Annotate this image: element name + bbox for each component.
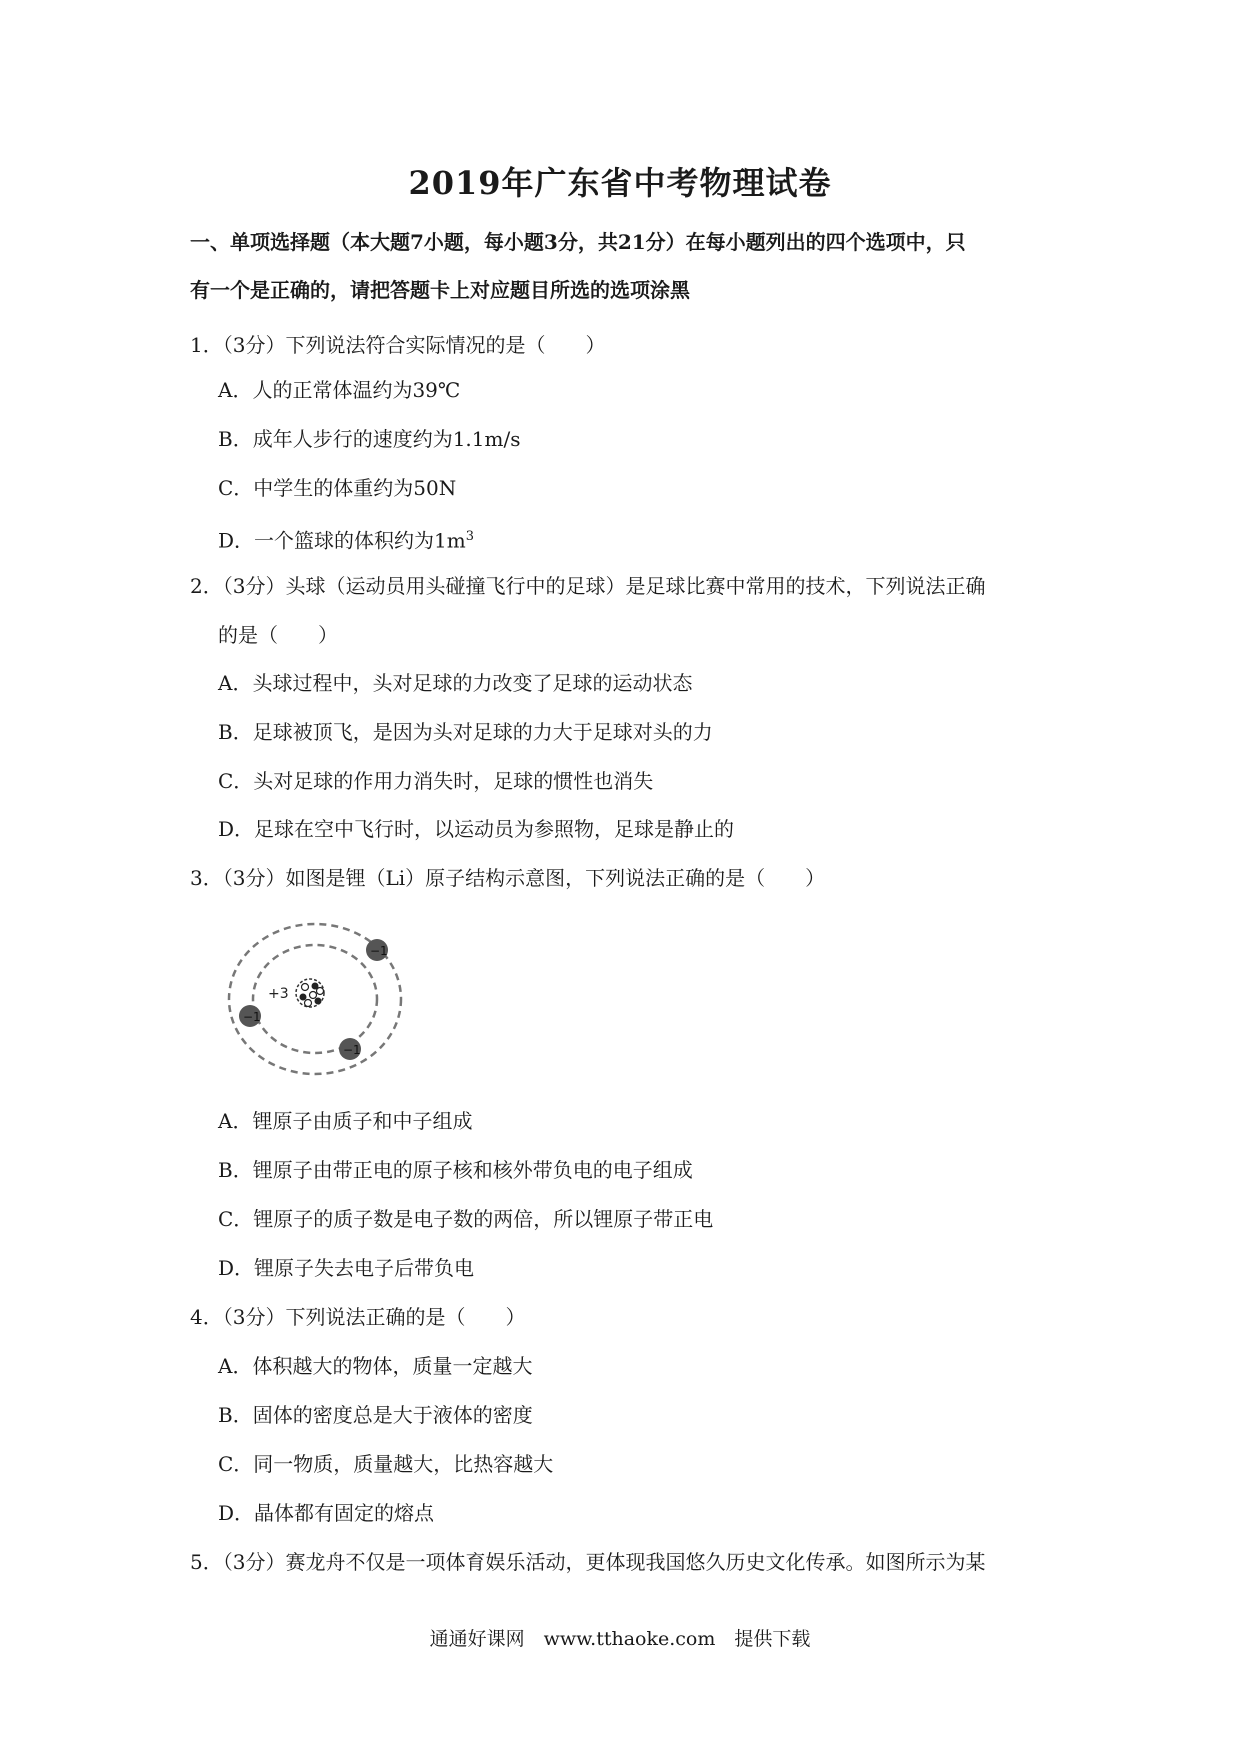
question-3-option-b: B．锂原子由带正电的原子核和核外带负电的电子组成	[218, 1158, 693, 1182]
question-2-option-c: C．头对足球的作用力消失时，足球的惯性也消失	[218, 769, 654, 793]
question-4-option-a: A．体积越大的物体，质量一定越大	[218, 1354, 533, 1378]
section-heading-line-1: 一、单项选择题（本大题7小题，每小题3分，共21分）在每小题列出的四个选项中，只	[190, 230, 966, 254]
question-3-option-c: C．锂原子的质子数是电子数的两倍，所以锂原子带正电	[218, 1207, 714, 1231]
lithium-atom-svg	[220, 915, 420, 1095]
question-2-option-d: D．足球在空中飞行时，以运动员为参照物，足球是静止的	[218, 817, 735, 841]
question-2-stem-line-1: 2．（3分）头球（运动员用头碰撞飞行中的足球）是足球比赛中常用的技术，下列说法正确	[190, 574, 986, 598]
question-1-option-b: B．成年人步行的速度约为1.1m/s	[218, 427, 521, 451]
question-5-stem: 5．（3分）赛龙舟不仅是一项体育娱乐活动，更体现我国悠久历史文化传承。如图所示为某	[190, 1550, 986, 1574]
electron-bottom-label: −1	[343, 1043, 361, 1057]
question-1-stem: 1．（3分）下列说法符合实际情况的是（ ）	[190, 333, 606, 357]
electron-left-label: −1	[243, 1010, 261, 1024]
question-1-option-c: C．中学生的体重约为50N	[218, 476, 457, 500]
electron-top-label: −1	[370, 944, 388, 958]
nucleus	[296, 979, 324, 1007]
page-title: 2019年广东省中考物理试卷	[408, 164, 832, 202]
section-heading-line-2: 有一个是正确的，请把答题卡上对应题目所选的选项涂黑	[190, 278, 690, 302]
question-1-option-d-text: D．一个篮球的体积约为1m	[218, 528, 466, 553]
question-2-option-a: A．头球过程中，头对足球的力改变了足球的运动状态	[218, 671, 693, 695]
question-2-option-b: B．足球被顶飞，是因为头对足球的力大于足球对头的力	[218, 720, 713, 744]
question-3-stem: 3．（3分）如图是锂（Li）原子结构示意图，下列说法正确的是（ ）	[190, 866, 826, 890]
question-1-option-d	[218, 522, 474, 556]
electron-bottom	[339, 1038, 361, 1060]
page-footer: 通通好课网 www.tthaoke.com 提供下载	[429, 1628, 811, 1650]
nucleus-charge-label: +3	[268, 986, 289, 1002]
question-3-option-d: D．锂原子失去电子后带负电	[218, 1256, 475, 1280]
question-1-option-d-superscript: 3	[465, 529, 475, 544]
question-4-stem: 4．（3分）下列说法正确的是（ ）	[190, 1305, 526, 1329]
electron-left	[239, 1005, 261, 1027]
question-4-option-c: C．同一物质，质量越大，比热容越大	[218, 1452, 554, 1476]
question-1-option-a: A．人的正常体温约为39℃	[218, 378, 461, 402]
lithium-atom-diagram	[220, 915, 420, 1095]
question-2-stem-line-2: 的是（ ）	[218, 623, 338, 647]
question-4-option-b: B．固体的密度总是大于液体的密度	[218, 1403, 533, 1427]
question-3-option-a: A．锂原子由质子和中子组成	[218, 1109, 473, 1133]
electron-top	[366, 939, 388, 961]
question-4-option-d: D．晶体都有固定的熔点	[218, 1501, 435, 1525]
